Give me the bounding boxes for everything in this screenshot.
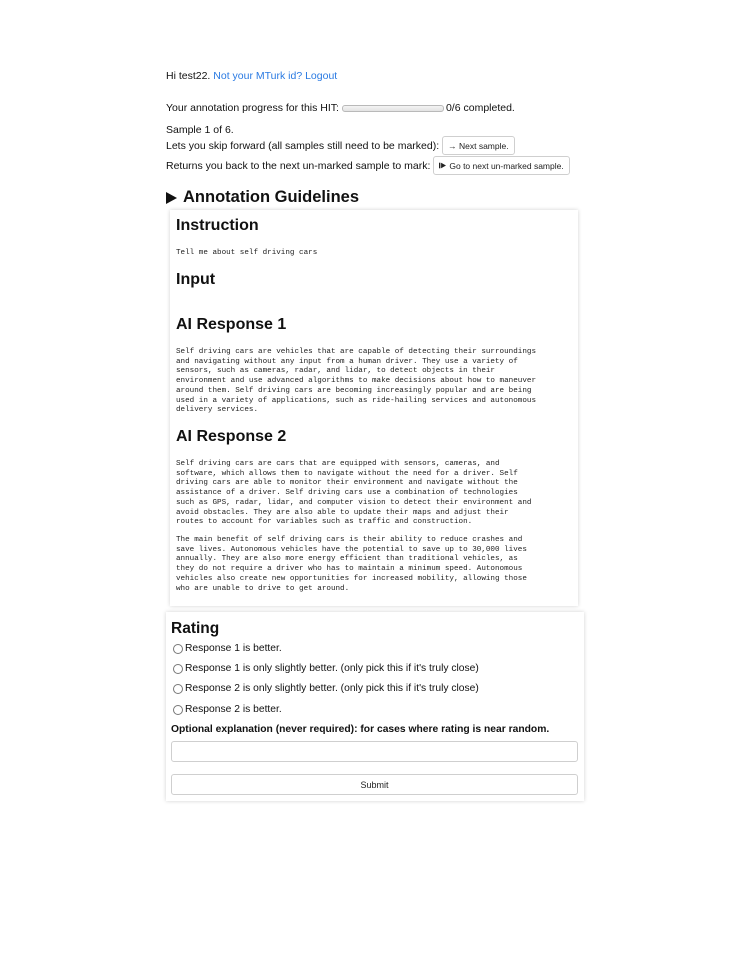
response2-paragraph-1: Self driving cars are cars that are equipped with sensors, cameras, and software, which allows them to navigate without the need for a driver. Self driving cars are able to monitor their environment and navigate without the assistance of a driver. Self driving cars use a combination of technologies such as GPS, radar, lidar, and computer vision to detect their environment and avoid obstacles. They are also able to update their maps and adjust their routes to account for variables such as traffic and construction. <box>176 460 532 527</box>
rating-option-label: Response 1 is better. <box>185 643 282 654</box>
greeting-text: Hi test22. <box>166 70 211 82</box>
skip-forward-icon <box>439 162 446 169</box>
radio-button[interactable] <box>173 684 183 694</box>
rating-option-label: Response 1 is only slightly better. (only pick this if it's truly close) <box>185 663 479 674</box>
rating-option-response1-better[interactable] <box>173 643 282 654</box>
radio-button[interactable] <box>173 644 183 654</box>
progress-completed-text: 0/6 completed. <box>445 102 515 114</box>
radio-button[interactable] <box>173 664 183 674</box>
guidelines-toggle[interactable] <box>166 188 359 207</box>
explanation-label: Optional explanation (never required): for cases where rating is near random. <box>171 724 550 735</box>
input-heading: Input <box>176 271 216 288</box>
rating-option-response2-slightly-better[interactable] <box>173 683 479 694</box>
rating-option-label: Response 2 is only slightly better. (only pick this if it's truly close) <box>185 683 479 694</box>
progress-label: Your annotation progress for this HIT: <box>166 102 339 114</box>
rating-heading: Rating <box>171 620 220 637</box>
progress-bar <box>342 105 444 112</box>
next-sample-button[interactable]: → Next sample. <box>442 136 514 155</box>
rating-option-label: Response 2 is better. <box>185 704 282 715</box>
back-text: Returns you back to the next un-marked sample to mark: <box>166 159 431 172</box>
progress-line <box>166 102 515 114</box>
next-unmarked-button[interactable] <box>433 156 569 175</box>
rating-option-response2-better[interactable] <box>173 704 282 715</box>
back-line <box>166 156 570 175</box>
submit-button[interactable]: Submit <box>171 774 578 795</box>
radio-button[interactable] <box>173 705 183 715</box>
triangle-right-icon <box>166 192 177 204</box>
explanation-input[interactable] <box>171 741 578 762</box>
greeting-line <box>166 70 337 82</box>
response2-heading: AI Response 2 <box>176 428 287 445</box>
skip-text: Lets you skip forward (all samples still need to be marked): <box>166 139 440 152</box>
sample-counter: Sample 1 of 6. <box>166 124 234 136</box>
rating-option-response1-slightly-better[interactable] <box>173 663 479 674</box>
task-card <box>170 210 578 606</box>
next-unmarked-label: Go to next un-marked sample. <box>449 160 564 171</box>
response1-heading: AI Response 1 <box>176 316 287 333</box>
instruction-text: Tell me about self driving cars <box>176 249 318 257</box>
logout-link[interactable]: Not your MTurk id? Logout <box>213 70 338 82</box>
skip-line <box>166 136 515 155</box>
guidelines-title: Annotation Guidelines <box>183 188 359 206</box>
response2-paragraph-2: The main benefit of self driving cars is their ability to reduce crashes and save lives. Autonomous vehicles have the potential to save up to 30,000 lives annually. They are also more energy efficient than traditional vehicles, as they do not require a driver who has to maintain a minimum speed. Autonomous vehicles also create new opportunities for increased mobility, allowing those who are unable to drive to get around. <box>176 536 527 593</box>
instruction-heading: Instruction <box>176 217 259 234</box>
response1-text: Self driving cars are vehicles that are capable of detecting their surroundings and navigating without any input from a human driver. They use a variety of sensors, such as cameras, radar, and lidar, to detect objects in their environment and use advanced algorithms to make decisions about how to maneuver around them. Self driving cars are becoming increasingly popular and are being used in a variety of applications, such as ride-hailing services and autonomous delivery services. <box>176 348 537 415</box>
rating-card <box>166 612 584 801</box>
